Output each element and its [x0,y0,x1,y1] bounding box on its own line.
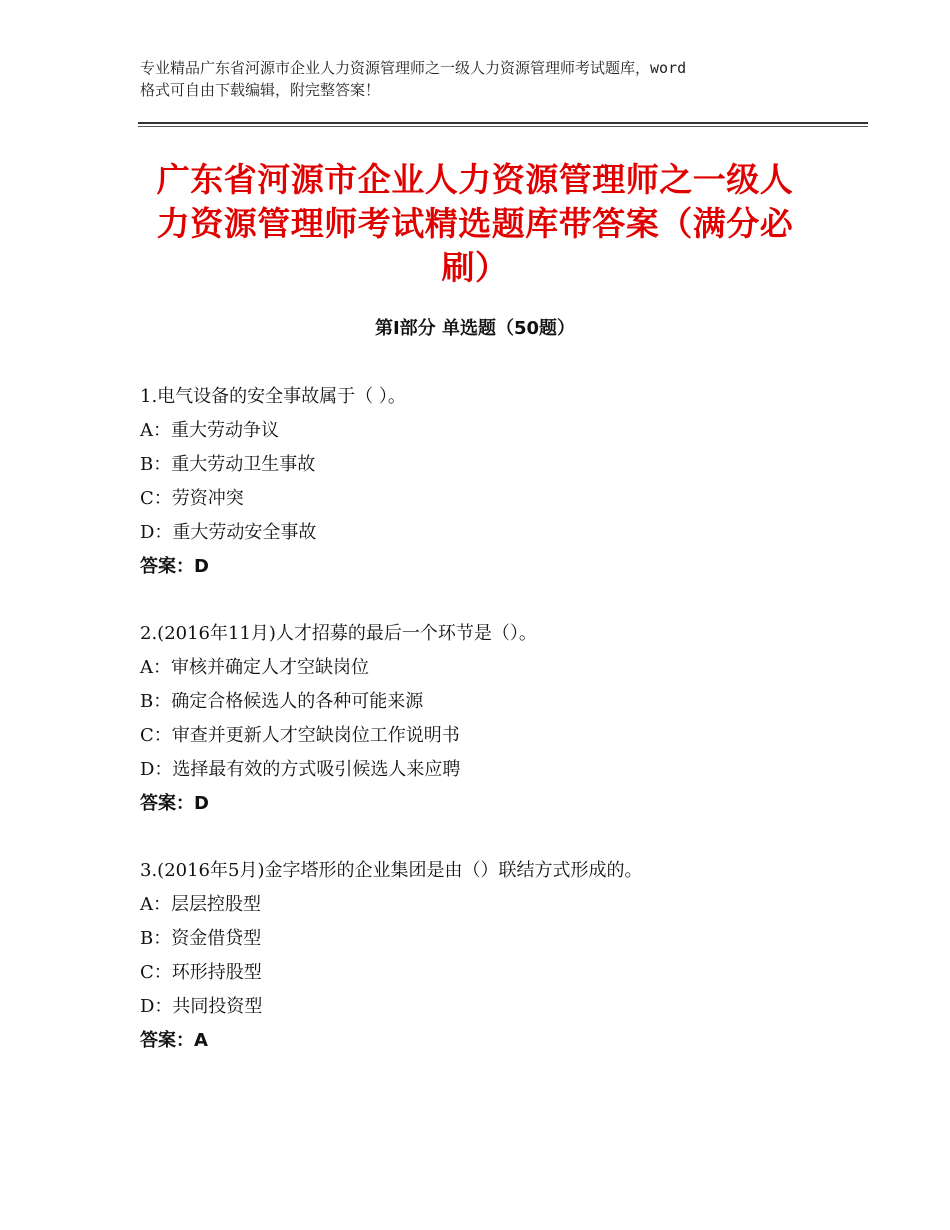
question-stem: 2.(2016年11月)人才招募的最后一个环节是（）。 [140,623,537,644]
header-note [140,57,830,101]
header-divider-thin [138,126,868,127]
answer: 答案：D [140,556,209,577]
option-a: A：审核并确定人才空缺岗位 [140,657,369,678]
option-a: A：层层控股型 [140,894,261,915]
answer: 答案：D [140,793,209,814]
question-list [140,380,860,1091]
question-2 [140,617,860,821]
question-1 [140,380,860,584]
document-title-line-2: 力资源管理师考试精选题库带答案（满分必 [156,204,794,243]
option-c: C：劳资冲突 [140,488,244,509]
option-b: B：确定合格候选人的各种可能来源 [140,691,424,712]
question-stem: 3.(2016年5月)金字塔形的企业集团是由（）联结方式形成的。 [140,860,643,881]
option-a: A：重大劳动争议 [140,420,279,441]
header-divider-thick [138,122,868,124]
document-title [120,158,830,290]
question-stem: 1.电气设备的安全事故属于（ ）。 [140,386,406,407]
option-b: B：资金借贷型 [140,928,262,949]
header-note-line-2: 格式可自由下载编辑，附完整答案！ [140,81,381,99]
option-c: C：审查并更新人才空缺岗位工作说明书 [140,725,460,746]
option-c: C：环形持股型 [140,962,262,983]
document-title-line-1: 广东省河源市企业人力资源管理师之一级人 [156,160,794,199]
option-b: B：重大劳动卫生事故 [140,454,316,475]
header-note-line-1: 专业精品广东省河源市企业人力资源管理师之一级人力资源管理师考试题库，word [140,59,687,77]
section-title: 第Ⅰ部分 单选题（50题） [374,318,575,339]
document-title-line-3: 刷） [441,248,509,287]
option-d: D：重大劳动安全事故 [140,522,317,543]
question-3 [140,854,860,1058]
answer: 答案：A [140,1030,208,1051]
option-d: D：共同投资型 [140,996,263,1017]
option-d: D：选择最有效的方式吸引候选人来应聘 [140,759,461,780]
